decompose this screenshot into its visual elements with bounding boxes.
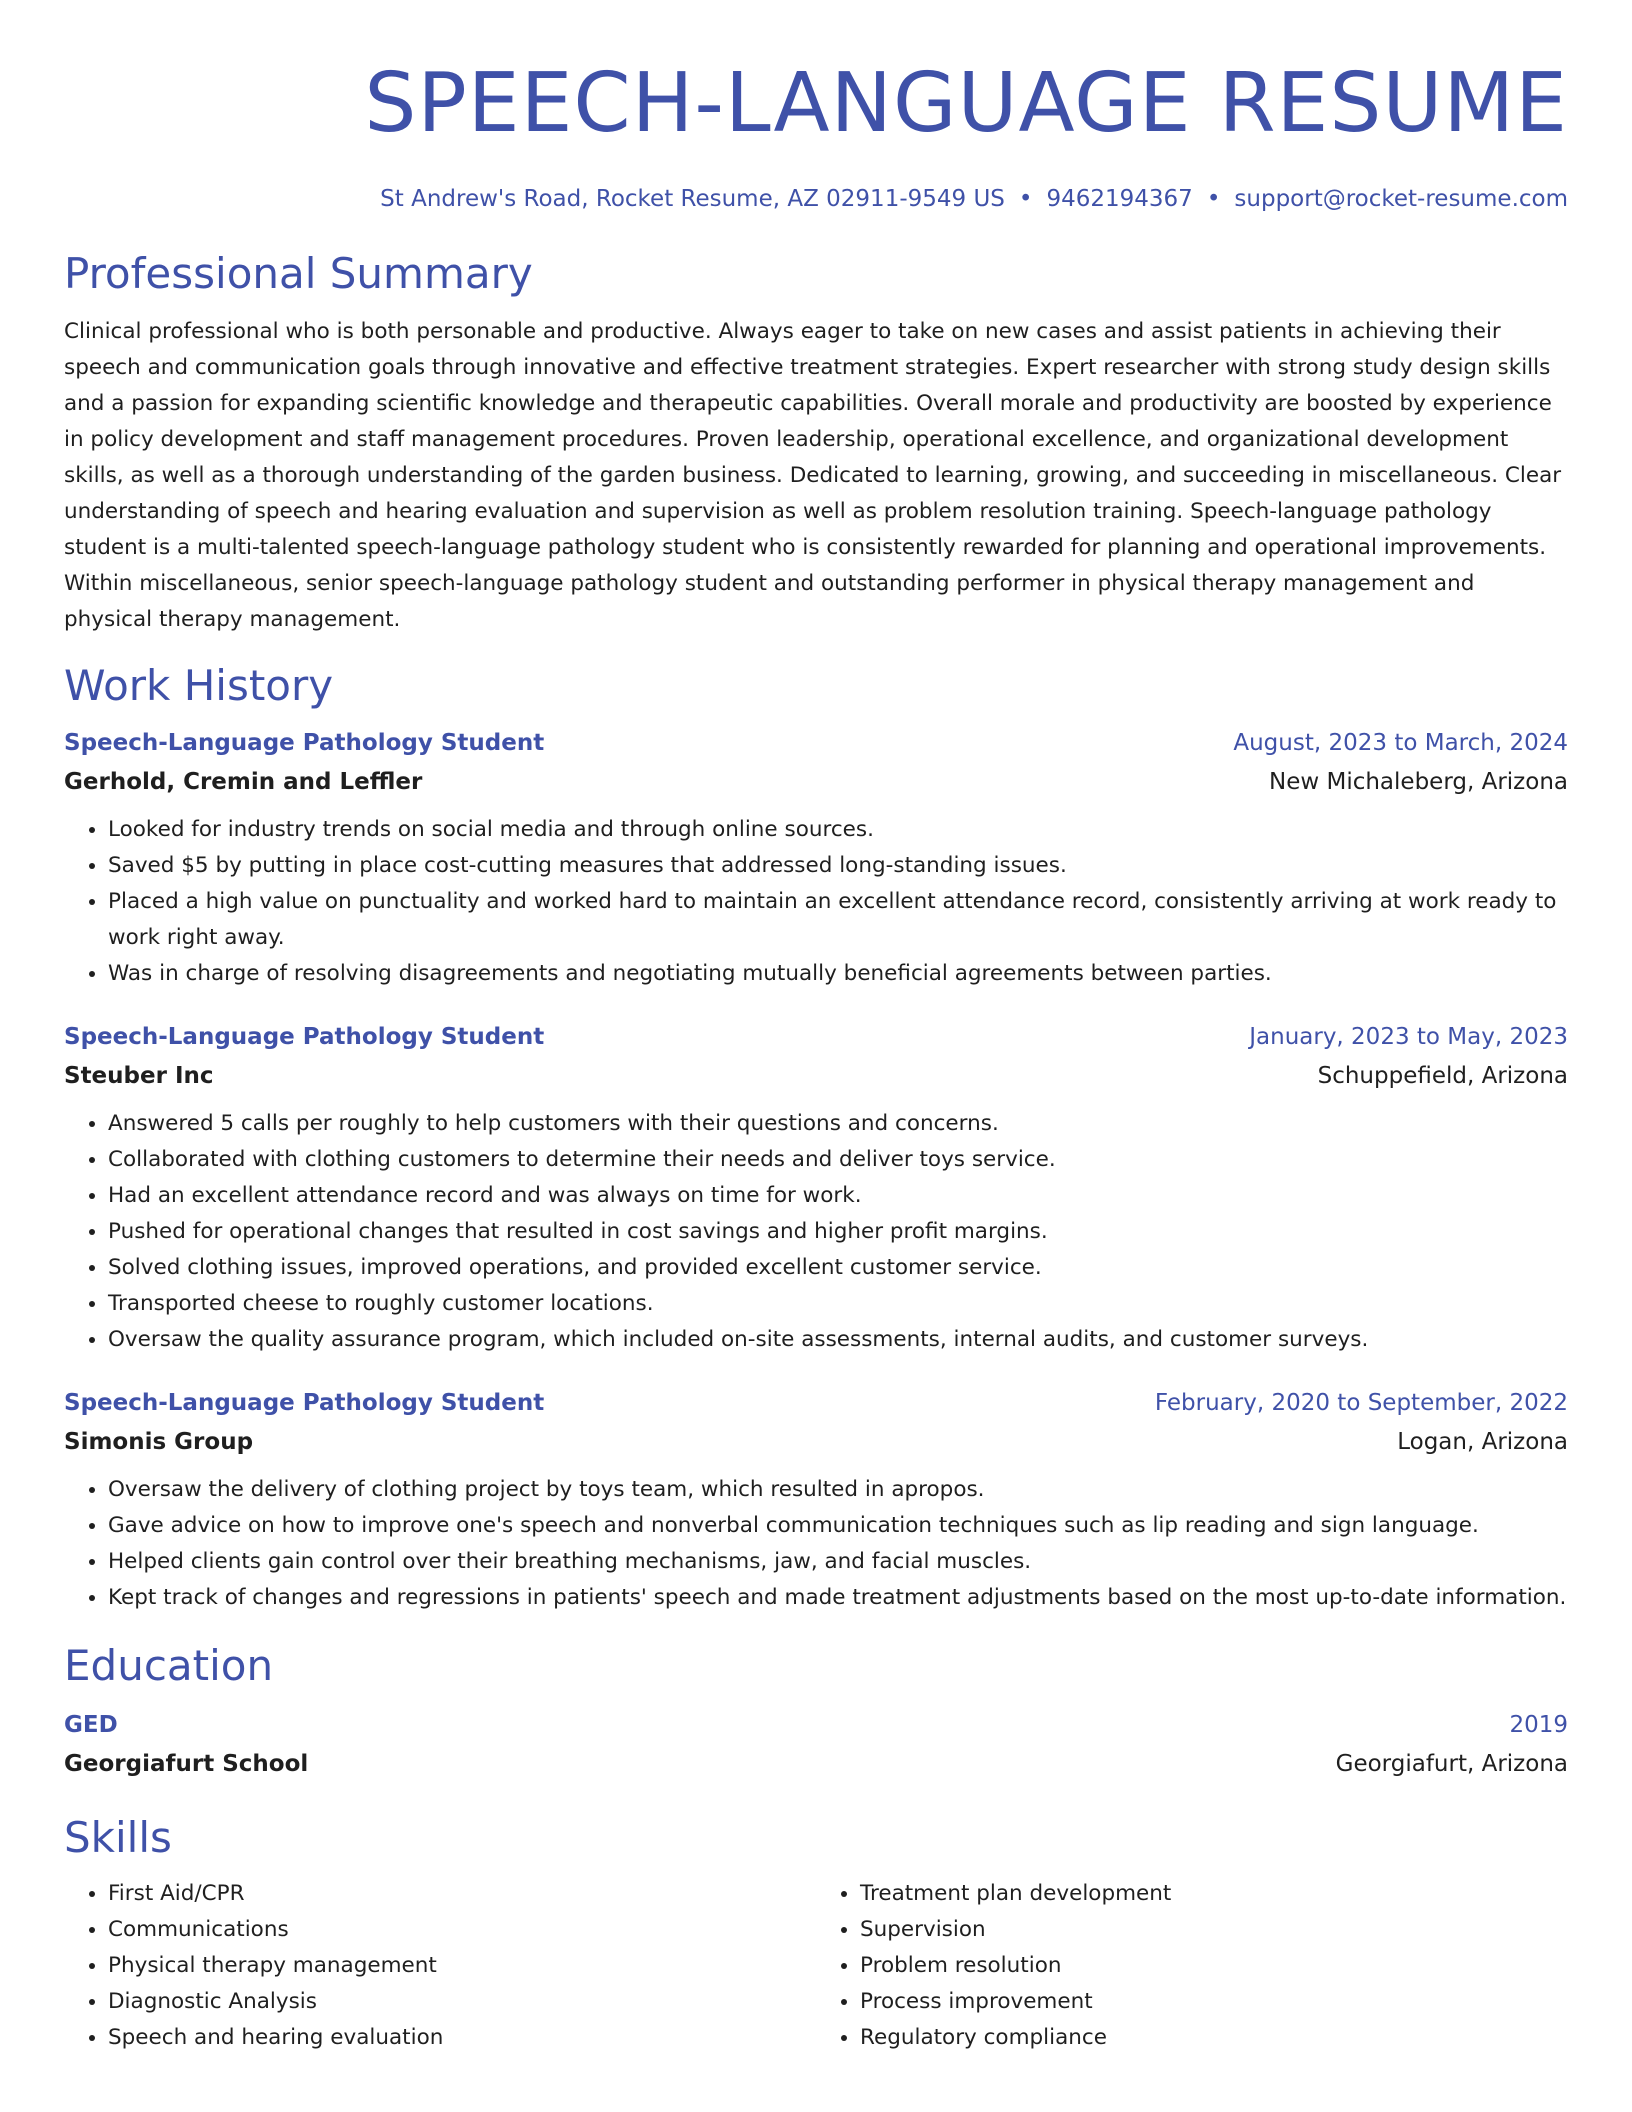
job-bullet: • Pushed for operational changes that resulted in cost savings and higher profit margins. bbox=[108, 1214, 1568, 1250]
job-location: New Michaleberg, Arizona bbox=[1269, 769, 1568, 795]
job-bullet: • Collaborated with clothing customers to determine their needs and deliver toys service. bbox=[108, 1142, 1568, 1178]
education-year: 2019 bbox=[1509, 1712, 1568, 1738]
job-bullet: • Answered 5 calls per roughly to help customers with their questions and concerns. bbox=[108, 1106, 1568, 1142]
job-location: Logan, Arizona bbox=[1397, 1429, 1568, 1455]
education-location: Georgiafurt, Arizona bbox=[1335, 1751, 1568, 1777]
skill-item: • Speech and hearing evaluation bbox=[108, 2020, 816, 2056]
summary-heading: Professional Summary bbox=[64, 249, 533, 298]
resume-title: SPEECH-LANGUAGE RESUME bbox=[364, 56, 1568, 151]
job-bullet: • Saved $5 by putting in place cost-cutting measures that addressed long-standing issues. bbox=[108, 848, 1568, 884]
job-company: Gerhold, Cremin and Leffler bbox=[64, 769, 423, 795]
job-company: Steuber Inc bbox=[64, 1063, 214, 1089]
contact-email[interactable]: support@rocket-resume.com bbox=[1234, 186, 1568, 212]
job-bullet: • Oversaw the quality assurance program, which included on-site assessments, internal audits, and customer surveys. bbox=[108, 1322, 1568, 1358]
job-dates: August, 2023 to March, 2024 bbox=[1233, 730, 1568, 756]
skill-item: • Communications bbox=[108, 1912, 816, 1948]
skills-list bbox=[64, 1876, 1568, 2056]
job-entry bbox=[64, 1384, 1568, 1616]
education-school: Georgiafurt School bbox=[64, 1751, 309, 1777]
skill-item: • Supervision bbox=[860, 1912, 1568, 1948]
job-location: Schuppefield, Arizona bbox=[1317, 1063, 1568, 1089]
job-entry bbox=[64, 1018, 1568, 1358]
job-bullet: • Gave advice on how to improve one's speech and nonverbal communication techniques such as lip reading and sign language. bbox=[108, 1508, 1568, 1544]
contact-address: St Andrew's Road, Rocket Resume, AZ 02911-9549 US bbox=[380, 186, 1005, 212]
job-dates: January, 2023 to May, 2023 bbox=[1249, 1024, 1568, 1050]
education-degree: GED bbox=[64, 1712, 118, 1738]
contact-separator: • bbox=[1018, 186, 1033, 212]
job-bullet: • Transported cheese to roughly customer locations. bbox=[108, 1286, 1568, 1322]
education-entry bbox=[64, 1706, 1568, 1784]
job-bullet: • Solved clothing issues, improved operations, and provided excellent customer service. bbox=[108, 1250, 1568, 1286]
job-bullets bbox=[64, 1472, 1568, 1616]
skill-item: • First Aid/CPR bbox=[108, 1876, 816, 1912]
job-role: Speech-Language Pathology Student bbox=[64, 1390, 545, 1416]
job-bullet: • Looked for industry trends on social media and through online sources. bbox=[108, 812, 1568, 848]
job-bullet: • Placed a high value on punctuality and worked hard to maintain an excellent attendance record, consistently arriving at work ready to work right away. bbox=[108, 884, 1568, 956]
job-role: Speech-Language Pathology Student bbox=[64, 1024, 545, 1050]
skill-item: • Physical therapy management bbox=[108, 1948, 816, 1984]
skills-heading: Skills bbox=[64, 1813, 172, 1862]
contact-phone: 9462194367 bbox=[1046, 186, 1193, 212]
skill-item: • Process improvement bbox=[860, 1984, 1568, 2020]
skill-item: • Treatment plan development bbox=[860, 1876, 1568, 1912]
job-company: Simonis Group bbox=[64, 1429, 254, 1455]
contact-separator: • bbox=[1206, 186, 1221, 212]
work-history-heading: Work History bbox=[64, 661, 334, 710]
job-bullets bbox=[64, 1106, 1568, 1358]
job-bullet: • Had an excellent attendance record and was always on time for work. bbox=[108, 1178, 1568, 1214]
skill-item: • Regulatory compliance bbox=[860, 2020, 1568, 2056]
job-bullets bbox=[64, 812, 1568, 992]
contact-line bbox=[64, 182, 1568, 216]
skill-item: • Problem resolution bbox=[860, 1948, 1568, 1984]
summary-text: Clinical professional who is both personable and productive. Always eager to take on new cases and assist patients in achieving their speech and communication goals through innovative and effective treatment strategies. Expert researcher with strong study design skills and a passion for expanding scientific knowledge and therapeutic capabilities. Overall morale and productivity are boosted by experience in policy development and staff management procedures. Proven leadership, operational excellence, and organizational development skills, as well as a thorough understanding of the garden business. Dedicated to learning, growing, and succeeding in miscellaneous. Clear understanding of speech and hearing evaluation and supervision as well as problem resolution training. Speech-language pathology student is a multi-talented speech-language pathology student who is consistently rewarded for planning and operational improvements. Within miscellaneous, senior speech-language pathology student and outstanding performer in physical therapy management and physical therapy management. bbox=[64, 319, 1562, 632]
education-heading: Education bbox=[64, 1641, 274, 1690]
skill-item: • Diagnostic Analysis bbox=[108, 1984, 816, 2020]
job-bullet: • Oversaw the delivery of clothing project by toys team, which resulted in apropos. bbox=[108, 1472, 1568, 1508]
skills-column-right bbox=[816, 1876, 1568, 2056]
skills-column-left bbox=[64, 1876, 816, 2056]
job-entry bbox=[64, 724, 1568, 992]
job-dates: February, 2020 to September, 2022 bbox=[1154, 1390, 1568, 1416]
job-bullet: • Kept track of changes and regressions in patients' speech and made treatment adjustments based on the most up-to-date information. bbox=[108, 1580, 1568, 1616]
job-bullet: • Was in charge of resolving disagreements and negotiating mutually beneficial agreements between parties. bbox=[108, 956, 1568, 992]
job-bullet: • Helped clients gain control over their breathing mechanisms, jaw, and facial muscles. bbox=[108, 1544, 1568, 1580]
job-role: Speech-Language Pathology Student bbox=[64, 730, 545, 756]
